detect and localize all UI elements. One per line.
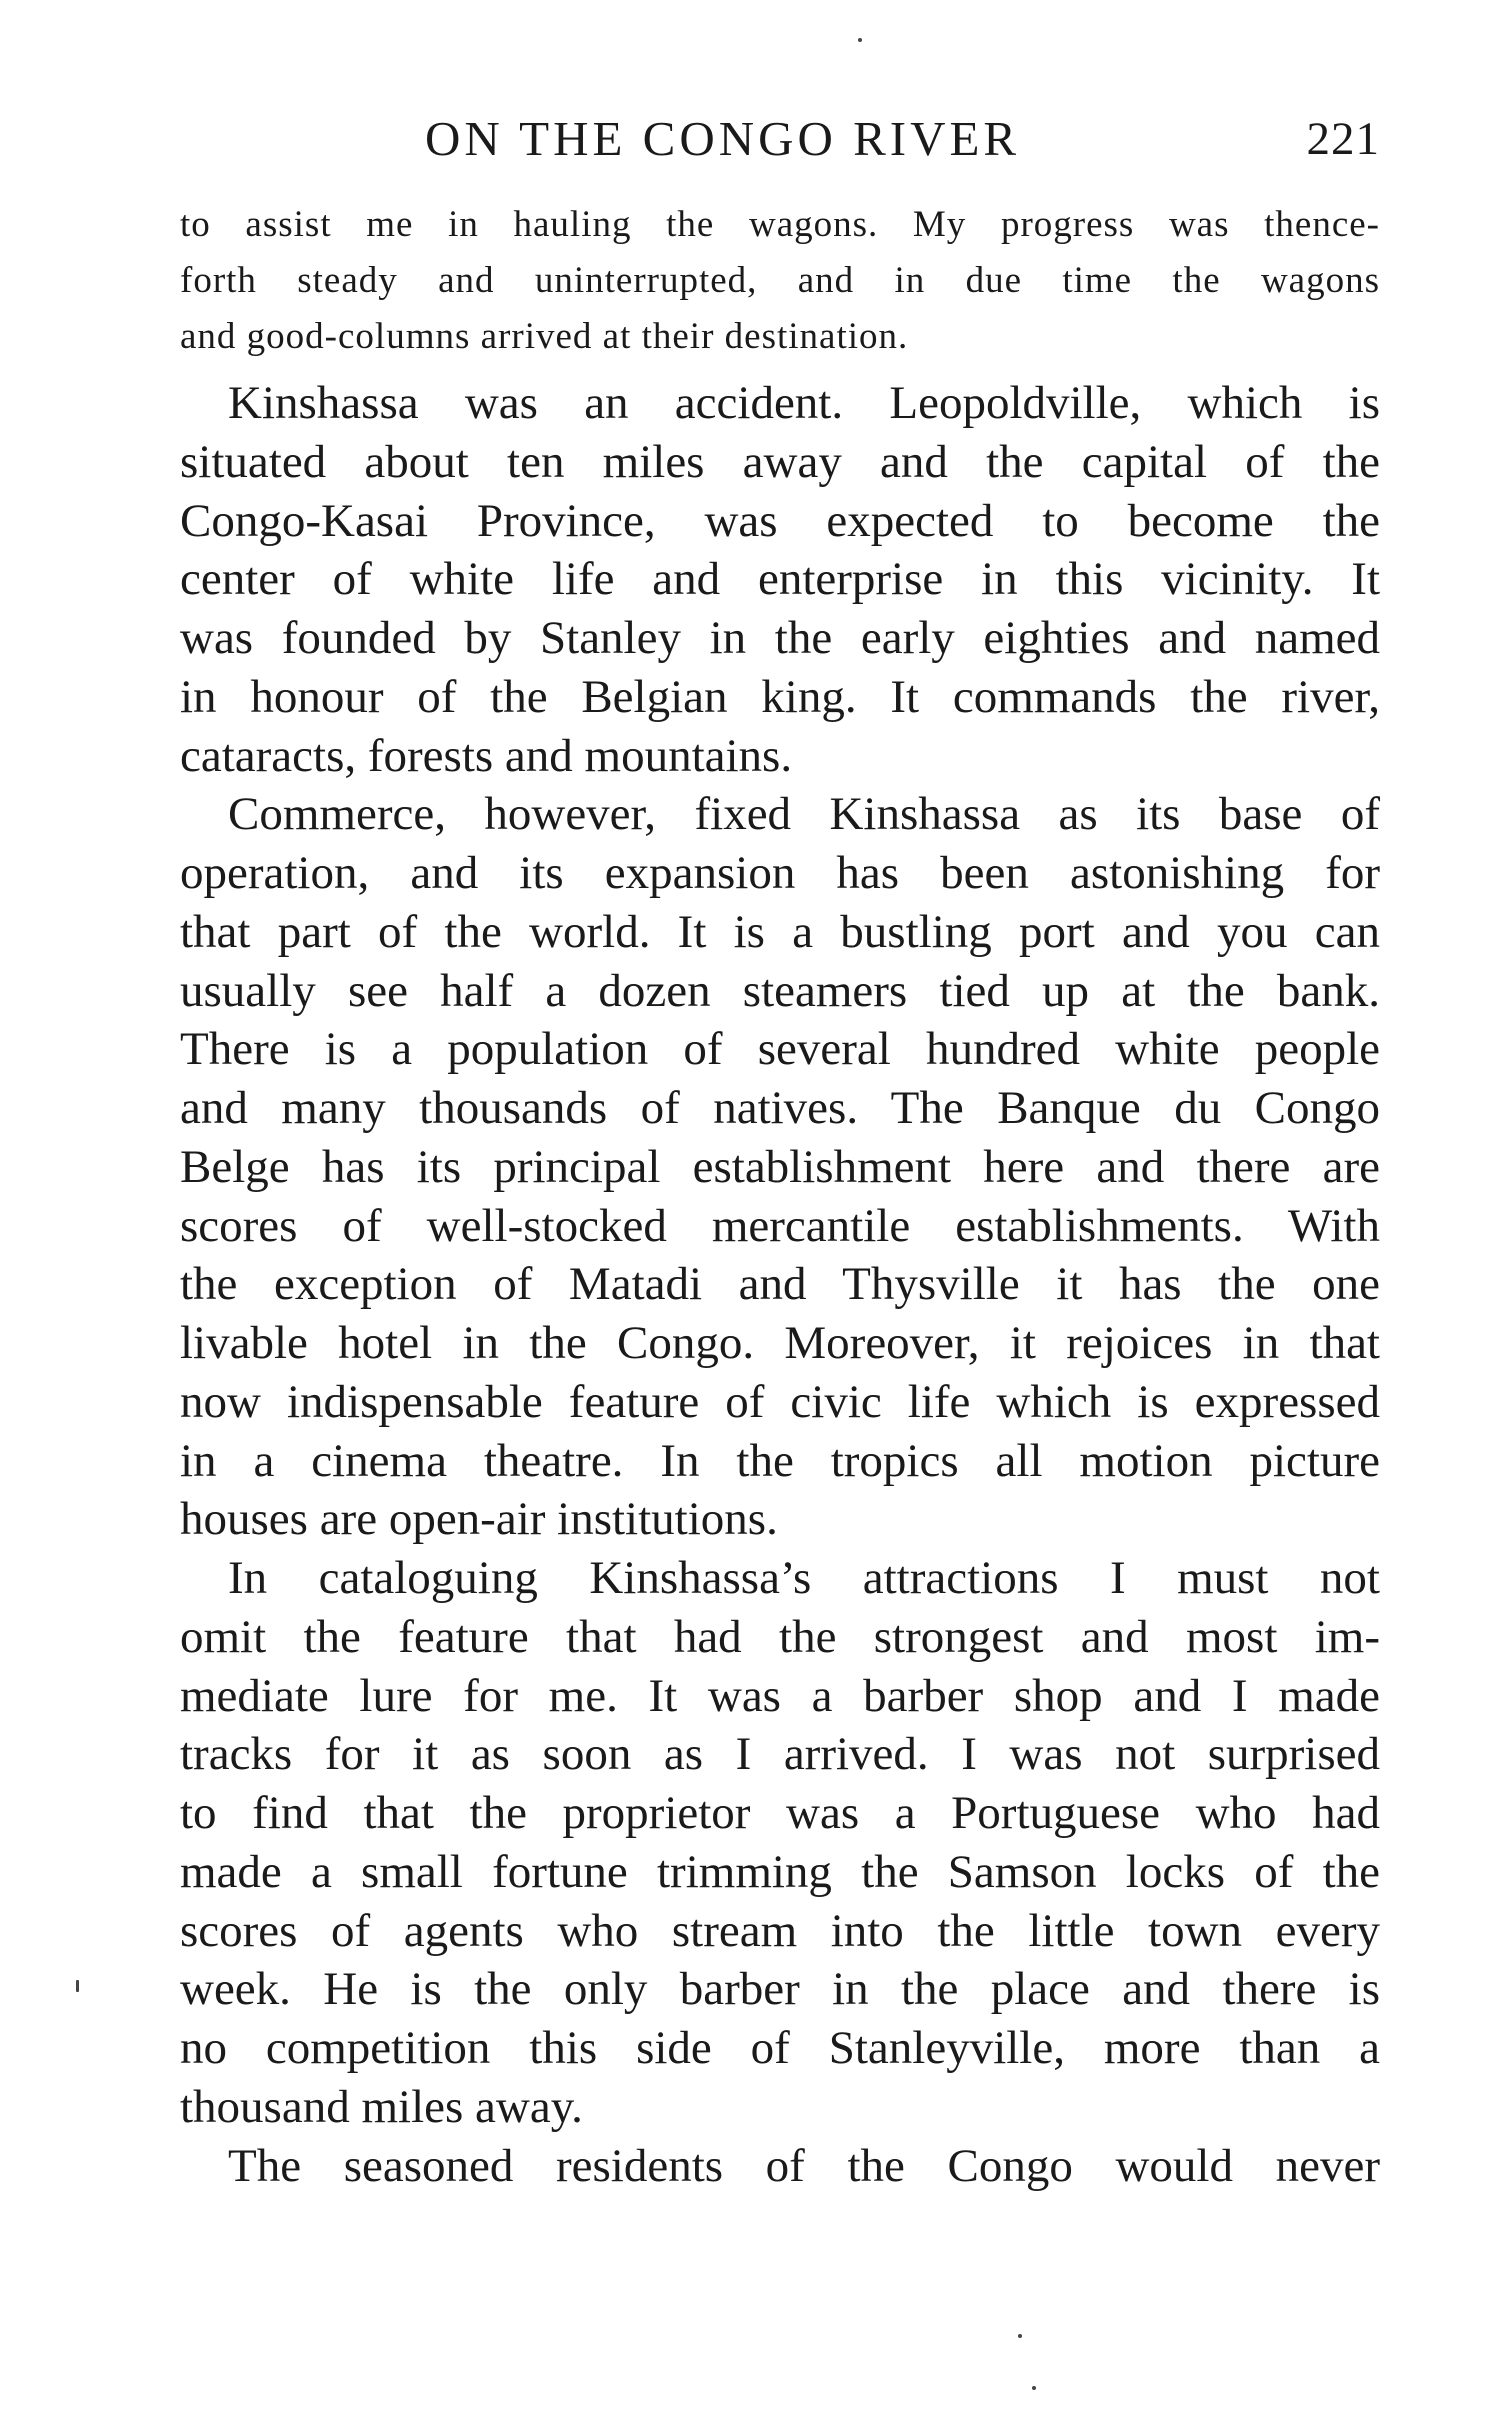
text-line: operation, and its expansion has been astonishing for: [180, 847, 1380, 899]
text-line: Congo-Kasai Province, was expected to become the: [180, 494, 1380, 547]
text-line: week. He is the only barber in the place and there is: [180, 1963, 1380, 2016]
continuation-paragraph: [180, 197, 1380, 365]
text-line: Commerce, however, fixed Kinshassa as its base of: [228, 788, 1380, 841]
text-line: The seasoned residents of the Congo would never: [228, 2139, 1380, 2192]
text-line: that part of the world. It is a bustling port and you can: [180, 905, 1380, 958]
text-line: livable hotel in the Congo. Moreover, it rejoices in that: [180, 1317, 1380, 1369]
text-line: In cataloguing Kinshassa’s attractions I must not: [228, 1552, 1380, 1604]
text-line: usually see half a dozen steamers tied up at the bank.: [180, 964, 1380, 1017]
text-line: and many thousands of natives. The Banque du Congo: [180, 1082, 1380, 1134]
text-line: in a cinema theatre. In the tropics all motion picture: [180, 1434, 1380, 1487]
text-line: Belge has its principal establishment here and there are: [180, 1140, 1380, 1193]
text-line: and good-columns arrived at their destination.: [180, 316, 909, 357]
scan-speck: [76, 1980, 79, 1992]
text-line: thousand miles away.: [180, 2080, 583, 2133]
scan-speck: [1032, 2386, 1036, 2390]
text-line: mediate lure for me. It was a barber shop and I made: [180, 1669, 1380, 1722]
paragraph-kinshassa-accident: [180, 374, 1380, 785]
text-line: tracks for it as soon as I arrived. I was not surprised: [180, 1728, 1380, 1781]
text-line: now indispensable feature of civic life which is expressed: [180, 1375, 1380, 1428]
page-number: 221: [1306, 113, 1380, 165]
text-line: to find that the proprietor was a Portuguese who had: [180, 1787, 1380, 1839]
text-line: omit the feature that had the strongest and most im-: [180, 1610, 1380, 1663]
running-head: ON THE CONGO RIVER: [425, 111, 1021, 166]
text-line: Kinshassa was an accident. Leopoldville, which is: [228, 377, 1380, 429]
text-line: cataracts, forests and mountains.: [180, 729, 793, 782]
scan-speck: [1018, 2334, 1022, 2338]
text-line: scores of agents who stream into the little town every: [180, 1904, 1380, 1957]
text-line: situated about ten miles away and the capital of the: [180, 435, 1380, 488]
text-line: scores of well-stocked mercantile establishments. With: [180, 1199, 1380, 1252]
text-line: in honour of the Belgian king. It commands the river,: [180, 670, 1380, 723]
text-line: no competition this side of Stanleyville, more than a: [180, 2022, 1380, 2074]
text-line: houses are open-air institutions.: [180, 1493, 778, 1546]
text-line: There is a population of several hundred white people: [180, 1023, 1380, 1076]
paragraph-barber-shop: [180, 1549, 1380, 2137]
paragraph-commerce: [180, 785, 1380, 1549]
text-line: to assist me in hauling the wagons. My progress was thence-: [180, 204, 1380, 245]
text-line: the exception of Matadi and Thysville it has the one: [180, 1258, 1380, 1311]
scan-speck: [858, 38, 862, 42]
paragraph-seasoned-residents: [180, 2137, 1380, 2196]
text-line: center of white life and enterprise in this vicinity. It: [180, 553, 1380, 606]
page-header: [180, 104, 1380, 174]
text-line: made a small fortune trimming the Samson locks of the: [180, 1845, 1380, 1898]
text-line: was founded by Stanley in the early eighties and named: [180, 612, 1380, 664]
text-line: forth steady and uninterrupted, and in due time the wagons: [180, 260, 1380, 301]
body-text: [180, 374, 1380, 2195]
